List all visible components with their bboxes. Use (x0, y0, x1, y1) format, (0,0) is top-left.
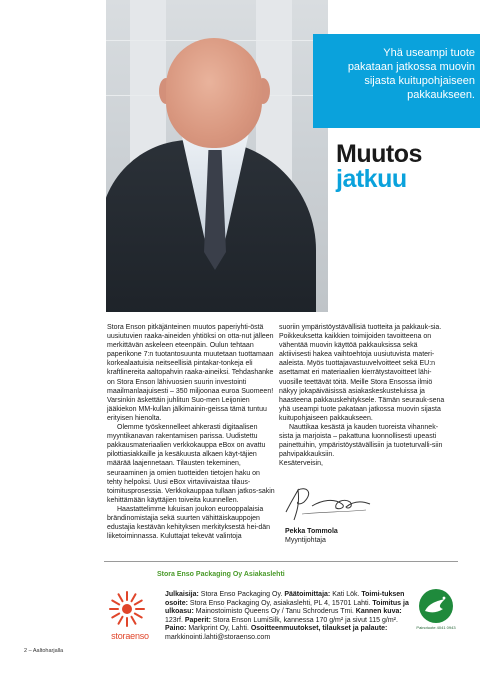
quote-box (313, 34, 480, 128)
stora-enso-sun-icon (108, 590, 146, 628)
signer-title: Myyntijohtaja (285, 537, 326, 544)
quote-text: Yhä useampi tuote pakataan jatkossa muovin sijasta kuitupohjaiseen pakkaukseen. (347, 47, 475, 101)
imprint-title: Stora Enso Packaging Oy Asiakaslehti (157, 571, 285, 578)
body-paragraph: Nauttikaa kesästä ja kauden tuoreista vihannek-sista ja marjoista – pakattuna luonnollisesti upeasti painettuihin, ympäristöystävällisiin ja tuoteturvalli-siin pahvipakkauksiin. (279, 424, 443, 459)
body-column-right (279, 323, 449, 469)
portrait-photo (106, 0, 328, 312)
portrait-head (166, 38, 262, 148)
page-footer: 2 – Aaltoharjalla (24, 648, 64, 654)
greeting: Kesäterveisin, (279, 460, 323, 468)
body-paragraph: Stora Enson pitkäjänteinen muutos paperiyhti-östä uusiutuvien raaka-aineiden yhtiöksi on otta-nut jälleen merkittävän askeleen eteenpäin. Oulun tehtaan paperikone 7:n tuotantosuunta muutetaan tuottamaan korkealaatuisia neitseellisiä pintakar-tonkeja eli kraftlinereita aaltopahvin raaka-aineiksi. Tehdashanke on Stora Enson lähivuosien suurin investointi maailmanlaajuisesti – 350 miljoonaa euroa Suomeen! Varsinkin äskettäin juhlitun Suo-men Leijonien jääkiekon MM-kullan jälkimainin-geissa tämä tuntuu erityisen hienolta. (107, 324, 274, 422)
nordic-swan-ecolabel-icon (419, 589, 453, 623)
body-paragraph: suoriin ympäristöystävällisiä tuotteita ja pakkauk-sia. Poikkeuksetta kaikkien toimijoiden tavoitteena on vähentää muovin käyttöä pakkauksissa sekä aktiivisesti hakea vaihtoehtoja uusiutuvista materi-aaleista. Myös tuottajavastuuvelvoitteet sekä EU:n asettamat eri materiaalien kierrätystavoitteet lähi-vuosille teettävät töitä. Meille Stora Ensossa ilmiö näkyy jokapäiväisissä asiakaskeskusteluissa ja haasteena pakkauskehityksele. Tämän seurauk-sena yhä useampi tuote pakataan jatkossa muovin sijasta kuitupohjaiseen pakkaukseen. (279, 324, 445, 422)
headline-line-1: Muutos (336, 140, 422, 168)
headline-line-2: jatkuu (336, 165, 407, 193)
body-column-left (107, 323, 275, 541)
body-paragraph: Olemme työskennelleet ahkerasti digitaalisen myyntikanavan rakentamisen parissa. Uudistettu pakkausmateriaalien verkkokauppa eBox on avattu pilottiasiakkaille ja kesäkuusta alkaen käyt-täjien määrää laajennetaan. Tilausten tekeminen, seuraaminen ja omien tuotteiden tietojen haku on tehty helpoksi. Uusi eBox virtaviivaistaa tilaus-toimitusprosessia. Verkkokauppaa tullaan jatkos-sakin kehittämään käyttäjien toiveita kuunnellen. (107, 424, 275, 504)
ecolabel-caption: Painotuote 4041 0943 (416, 625, 456, 630)
signer-block (285, 527, 338, 545)
stora-enso-wordmark: storaenso (111, 631, 149, 641)
stora-enso-logo (104, 590, 150, 652)
imprint-divider (104, 561, 458, 562)
body-paragraph: Haastattelimme lukuisan joukon eurooppalaisia brändinomistajia sekä suurten vähittäiskauppojen edustajia kestävän kehityksen merkityksestä hei-dän liiketoiminnassa. Kuluttajat tekevät valintoja (107, 505, 271, 541)
headline (336, 142, 466, 192)
imprint-text: Julkaisija: Stora Enso Packaging Oy. Päätoimittaja: Kati Lök. Toimi-tuksen osoite: Stora Enso Packaging Oy, asiakaslehti, PL 4, 15701 Lahti. Toimitus ja ulkoasu: Mainostoimisto Queens Oy / Tanu Schroderus Tmi. Kannen kuva: 123rf. Paperit: Stora Enson LumiSilk, kannessa 170 g/m² ja sivut 115 g/m². Paino: Markprint Oy, Lahti. Osoitteenmuutokset, tilaukset ja palaute: markkinointi.lahti@storaenso.com (165, 591, 409, 641)
handwritten-signature (282, 480, 374, 524)
signer-name: Pekka Tommola (285, 528, 338, 535)
